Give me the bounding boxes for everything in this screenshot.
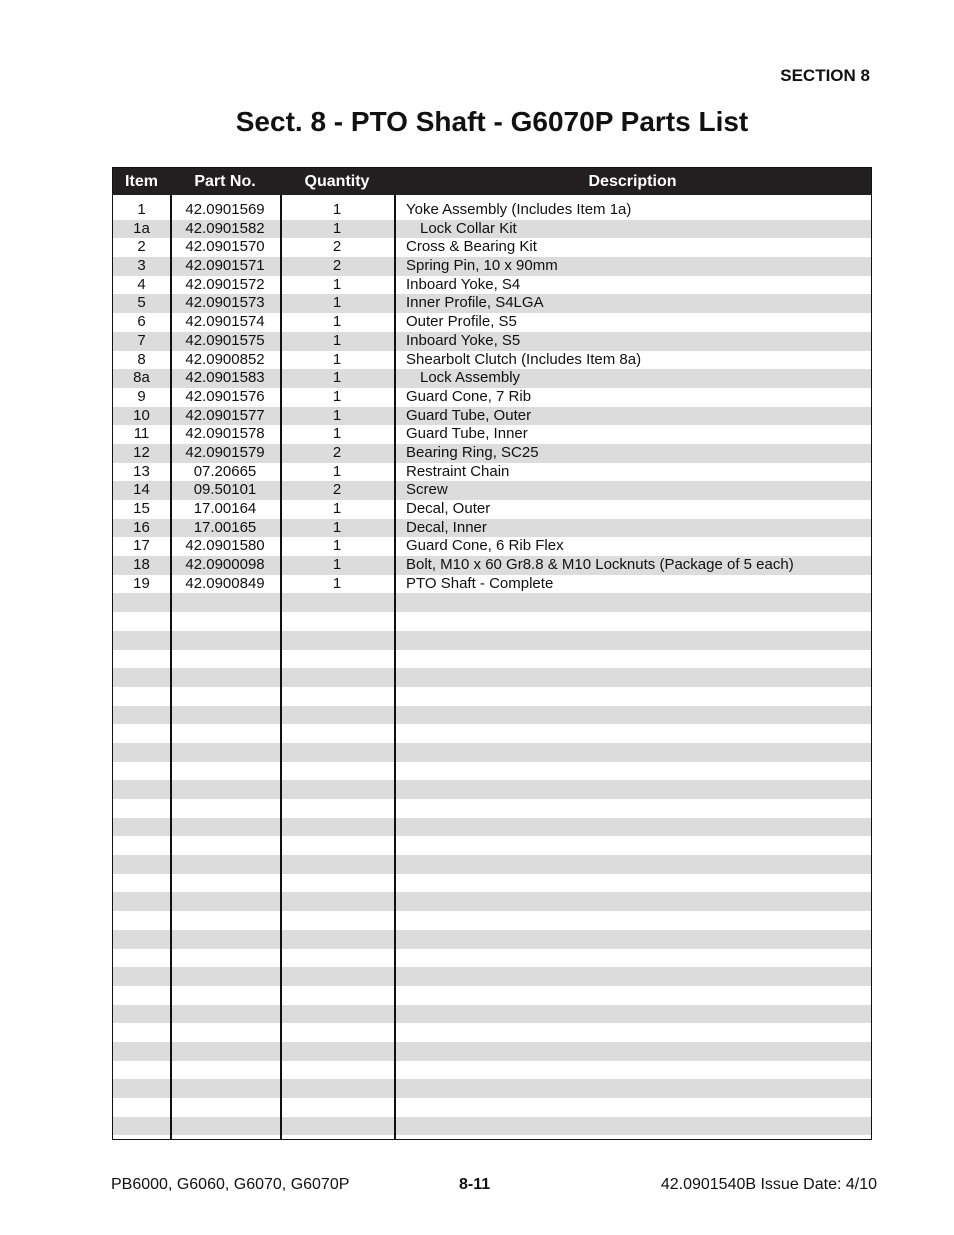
cell-part-no: 42.0901576 (185, 387, 265, 405)
cell-item (113, 1117, 170, 1136)
cell-quantity (280, 650, 394, 669)
cell-item (113, 724, 170, 743)
cell-description (394, 762, 871, 781)
cell-description: Decal, Outer (406, 500, 491, 517)
cell-item: 9 (137, 387, 146, 405)
table-row (113, 481, 871, 500)
cell-item: 14 (133, 481, 150, 499)
cell-part-no: 42.0901582 (185, 219, 265, 237)
cell-quantity (280, 1098, 394, 1117)
table-row-empty (113, 1098, 871, 1117)
cell-description: Bolt, M10 x 60 Gr8.8 & M10 Locknuts (Package of 5 each) (406, 556, 794, 574)
cell-quantity (280, 799, 394, 818)
table-row (113, 257, 871, 276)
cell-quantity (280, 818, 394, 837)
cell-quantity (280, 855, 394, 874)
table-row (113, 276, 871, 295)
cell-part-no (170, 668, 280, 687)
cell-description (394, 706, 871, 725)
cell-item (113, 743, 170, 762)
cell-part-no: 42.0901577 (185, 406, 265, 424)
cell-description: Guard Cone, 6 Rib Flex (406, 537, 564, 555)
cell-item (113, 1079, 170, 1098)
cell-quantity (280, 930, 394, 949)
table-row (113, 351, 871, 370)
cell-item: 13 (133, 462, 150, 480)
cell-part-no (170, 1098, 280, 1117)
cell-description: PTO Shaft - Complete (406, 574, 554, 592)
cell-quantity: 1 (332, 500, 342, 517)
cell-quantity: 2 (332, 238, 342, 256)
cell-part-no (170, 687, 280, 706)
cell-description: Shearbolt Clutch (Includes Item 8a) (406, 350, 642, 368)
cell-quantity: 1 (332, 331, 342, 349)
table-row (113, 238, 871, 257)
table-row (113, 294, 871, 313)
cell-item (113, 986, 170, 1005)
cell-description (394, 799, 871, 818)
cell-quantity (280, 593, 394, 612)
cell-quantity: 1 (332, 294, 342, 312)
cell-item (113, 1098, 170, 1117)
cell-quantity (280, 874, 394, 893)
cell-quantity: 2 (332, 443, 342, 461)
page-title: Sect. 8 - PTO Shaft - G6070P Parts List (235, 106, 749, 137)
cell-part-no (170, 1042, 280, 1061)
cell-description: Decal, Inner (406, 518, 487, 536)
footer-models: PB6000, G6060, G6070, G6070P (111, 1176, 350, 1193)
table-row-empty (113, 1023, 871, 1042)
cell-part-no: 42.0900852 (185, 350, 265, 368)
section-label: SECTION 8 (780, 66, 870, 85)
footer-page-number: 8-11 (459, 1176, 491, 1193)
cell-part-no: 42.0901571 (185, 257, 265, 275)
cell-description (394, 724, 871, 743)
cell-description (394, 593, 871, 612)
table-row-empty (113, 724, 871, 743)
cell-quantity: 1 (332, 369, 342, 387)
cell-description (394, 743, 871, 762)
cell-item: 6 (137, 313, 146, 331)
cell-part-no (170, 1079, 280, 1098)
cell-item (113, 874, 170, 893)
table-row (113, 407, 871, 426)
cell-part-no: 42.0901583 (185, 369, 265, 387)
cell-quantity: 1 (332, 425, 342, 443)
cell-quantity (280, 1042, 394, 1061)
cell-part-no: 42.0901573 (185, 294, 265, 312)
column-divider (170, 195, 172, 1139)
header-item: Item (125, 172, 158, 190)
cell-item: 16 (133, 518, 150, 536)
cell-part-no: 42.0901575 (185, 331, 265, 349)
cell-part-no: 42.0901579 (185, 443, 265, 461)
cell-description (394, 892, 871, 911)
table-row (113, 519, 871, 538)
cell-item (113, 706, 170, 725)
cell-part-no (170, 631, 280, 650)
cell-description (394, 1117, 871, 1136)
cell-part-no (170, 612, 280, 631)
cell-item: 7 (137, 331, 146, 349)
cell-quantity (280, 1061, 394, 1080)
cell-item: 5 (137, 294, 146, 312)
cell-quantity (280, 892, 394, 911)
cell-item (113, 593, 170, 612)
cell-description (394, 1005, 871, 1024)
cell-quantity (280, 911, 394, 930)
table-row-empty (113, 762, 871, 781)
cell-item: 8a (133, 369, 150, 387)
table-row (113, 201, 871, 220)
cell-quantity: 1 (332, 201, 342, 218)
cell-part-no: 07.20665 (193, 462, 257, 480)
cell-item: 10 (133, 406, 150, 424)
header-description: Description (588, 172, 677, 190)
cell-item (113, 818, 170, 837)
cell-item: 2 (137, 238, 146, 256)
table-row-empty (113, 930, 871, 949)
cell-quantity: 2 (332, 257, 342, 275)
cell-item (113, 967, 170, 986)
cell-part-no: 17.00164 (193, 500, 257, 517)
column-divider (394, 195, 396, 1139)
cell-part-no: 42.0901569 (185, 201, 265, 218)
cell-quantity: 2 (332, 481, 342, 499)
cell-description: Inner Profile, S4LGA (406, 294, 544, 312)
cell-part-no (170, 762, 280, 781)
cell-item: 12 (133, 443, 150, 461)
table-row-empty (113, 818, 871, 837)
cell-part-no (170, 1061, 280, 1080)
table-row-empty (113, 743, 871, 762)
table-body (113, 195, 871, 1135)
cell-quantity: 1 (332, 275, 342, 293)
cell-part-no (170, 836, 280, 855)
cell-item (113, 911, 170, 930)
cell-description (394, 1098, 871, 1117)
table-row-empty (113, 986, 871, 1005)
cell-part-no (170, 892, 280, 911)
cell-description (394, 930, 871, 949)
cell-part-no: 42.0901574 (185, 313, 265, 331)
table-row-empty (113, 911, 871, 930)
table-row (113, 220, 871, 239)
cell-part-no: 42.0901580 (185, 537, 265, 555)
table-row-empty (113, 1117, 871, 1136)
cell-description (394, 1061, 871, 1080)
cell-description: Lock Assembly (420, 369, 521, 387)
footer-issue: 42.0901540B Issue Date: 4/10 (660, 1176, 877, 1193)
table-row-empty (113, 836, 871, 855)
cell-quantity: 1 (332, 518, 342, 536)
table-row (113, 463, 871, 482)
table-row (113, 500, 871, 519)
cell-quantity (280, 780, 394, 799)
parts-table (112, 167, 872, 1140)
table-row-empty (113, 1079, 871, 1098)
cell-part-no: 42.0900849 (185, 574, 265, 592)
cell-item (113, 631, 170, 650)
cell-description (394, 650, 871, 669)
cell-quantity: 1 (332, 462, 342, 480)
cell-part-no (170, 967, 280, 986)
cell-description (394, 1042, 871, 1061)
cell-quantity (280, 1079, 394, 1098)
cell-part-no (170, 780, 280, 799)
cell-part-no (170, 724, 280, 743)
table-header (113, 168, 871, 195)
cell-description: Bearing Ring, SC25 (406, 443, 539, 461)
cell-quantity (280, 967, 394, 986)
cell-item (113, 949, 170, 968)
cell-description: Guard Tube, Inner (406, 425, 528, 443)
cell-quantity (280, 1117, 394, 1136)
cell-item (113, 930, 170, 949)
cell-part-no (170, 593, 280, 612)
cell-quantity (280, 631, 394, 650)
cell-quantity: 1 (332, 574, 342, 592)
table-row-empty (113, 799, 871, 818)
table-row-empty (113, 631, 871, 650)
cell-quantity (280, 986, 394, 1005)
cell-description (394, 631, 871, 650)
cell-part-no (170, 930, 280, 949)
cell-description: Guard Cone, 7 Rib (406, 387, 532, 405)
cell-item (113, 799, 170, 818)
cell-item: 15 (133, 500, 150, 517)
cell-item (113, 650, 170, 669)
cell-quantity (280, 706, 394, 725)
cell-description: Lock Collar Kit (420, 219, 517, 237)
cell-quantity: 1 (332, 313, 342, 331)
cell-item: 19 (133, 574, 150, 592)
cell-description (394, 668, 871, 687)
cell-part-no: 42.0901578 (185, 425, 265, 443)
table-row-empty (113, 892, 871, 911)
cell-part-no (170, 855, 280, 874)
table-row-empty (113, 967, 871, 986)
cell-item: 1a (133, 219, 150, 237)
cell-part-no (170, 1117, 280, 1136)
cell-quantity: 1 (332, 406, 342, 424)
cell-description (394, 1079, 871, 1098)
cell-description (394, 855, 871, 874)
table-row-empty (113, 593, 871, 612)
cell-quantity: 1 (332, 219, 342, 237)
cell-description (394, 687, 871, 706)
cell-item (113, 687, 170, 706)
cell-description: Restraint Chain (406, 462, 510, 480)
cell-item (113, 892, 170, 911)
cell-quantity (280, 743, 394, 762)
cell-item: 1 (137, 201, 146, 218)
cell-part-no: 42.0901572 (185, 275, 265, 293)
table-row (113, 444, 871, 463)
table-row-empty (113, 687, 871, 706)
cell-item (113, 1042, 170, 1061)
table-row-empty (113, 780, 871, 799)
cell-description (394, 967, 871, 986)
table-row (113, 556, 871, 575)
cell-item (113, 855, 170, 874)
cell-description: Cross & Bearing Kit (406, 238, 537, 256)
table-row (113, 537, 871, 556)
cell-description: Outer Profile, S5 (406, 313, 517, 331)
cell-quantity (280, 1005, 394, 1024)
cell-item (113, 1023, 170, 1042)
cell-item: 17 (133, 537, 150, 555)
cell-description (394, 949, 871, 968)
table-row-empty (113, 855, 871, 874)
cell-description (394, 986, 871, 1005)
cell-part-no (170, 650, 280, 669)
table-row (113, 575, 871, 594)
table-row (113, 369, 871, 388)
cell-quantity (280, 949, 394, 968)
cell-item (113, 780, 170, 799)
cell-part-no (170, 911, 280, 930)
cell-part-no (170, 1023, 280, 1042)
cell-item: 4 (137, 275, 146, 293)
cell-part-no (170, 706, 280, 725)
cell-description (394, 874, 871, 893)
cell-item (113, 1005, 170, 1024)
table-row-empty (113, 668, 871, 687)
table-row (113, 332, 871, 351)
table-row-empty (113, 1061, 871, 1080)
cell-description: Guard Tube, Outer (406, 406, 532, 424)
table-row-empty (113, 874, 871, 893)
cell-quantity: 1 (332, 387, 342, 405)
cell-part-no: 17.00165 (193, 518, 257, 536)
cell-description: Yoke Assembly (Includes Item 1a) (406, 201, 632, 218)
cell-item (113, 762, 170, 781)
cell-quantity (280, 612, 394, 631)
cell-part-no: 42.0901570 (185, 238, 265, 256)
table-row-empty (113, 949, 871, 968)
table-row-empty (113, 1042, 871, 1061)
cell-quantity (280, 687, 394, 706)
cell-item (113, 668, 170, 687)
cell-quantity: 1 (332, 350, 342, 368)
cell-description (394, 911, 871, 930)
cell-description (394, 836, 871, 855)
cell-quantity (280, 724, 394, 743)
cell-part-no (170, 949, 280, 968)
table-row-empty (113, 650, 871, 669)
cell-quantity: 1 (332, 537, 342, 555)
header-quantity: Quantity (304, 172, 370, 190)
header-part-no: Part No. (194, 172, 256, 190)
cell-item (113, 612, 170, 631)
cell-item (113, 836, 170, 855)
cell-description: Spring Pin, 10 x 90mm (406, 257, 558, 275)
cell-part-no: 09.50101 (193, 481, 257, 499)
cell-part-no (170, 743, 280, 762)
cell-part-no (170, 799, 280, 818)
cell-quantity: 1 (332, 556, 342, 574)
table-row (113, 388, 871, 407)
cell-part-no: 42.0900098 (185, 556, 265, 574)
cell-description (394, 780, 871, 799)
table-row (113, 425, 871, 444)
cell-quantity (280, 668, 394, 687)
cell-quantity (280, 836, 394, 855)
column-divider (280, 195, 282, 1139)
cell-part-no (170, 874, 280, 893)
cell-item: 18 (133, 556, 150, 574)
cell-description (394, 818, 871, 837)
cell-part-no (170, 1005, 280, 1024)
table-row (113, 313, 871, 332)
cell-part-no (170, 986, 280, 1005)
cell-description: Inboard Yoke, S4 (406, 275, 521, 293)
cell-item: 8 (137, 350, 146, 368)
cell-quantity (280, 1023, 394, 1042)
cell-description (394, 612, 871, 631)
cell-item: 11 (133, 425, 150, 443)
table-row-empty (113, 706, 871, 725)
cell-part-no (170, 818, 280, 837)
cell-item: 3 (137, 257, 146, 275)
cell-description: Screw (406, 481, 448, 499)
table-row-empty (113, 1005, 871, 1024)
cell-description: Inboard Yoke, S5 (406, 331, 521, 349)
cell-quantity (280, 762, 394, 781)
cell-item (113, 1061, 170, 1080)
cell-description (394, 1023, 871, 1042)
table-row-empty (113, 612, 871, 631)
